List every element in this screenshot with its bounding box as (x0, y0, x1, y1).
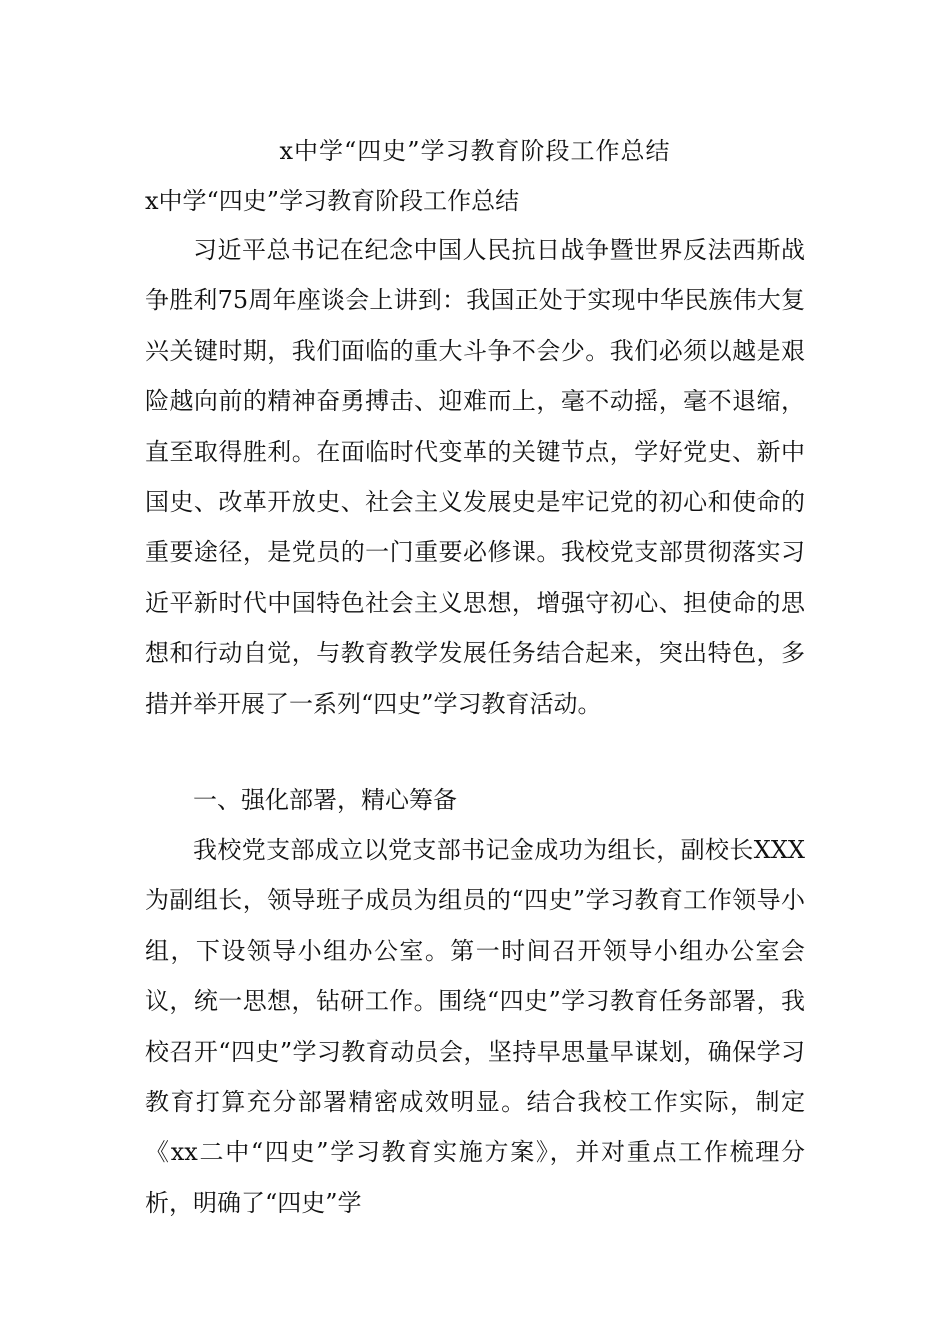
intro-paragraph: 习近平总书记在纪念中国人民抗日战争暨世界反法西斯战争胜利75周年座谈会上讲到：我国正处于实现中华民族伟大复兴关键时期，我们面临的重大斗争不会少。我们必须以越是艰险越向前的精神奋勇搏击、迎难而上，毫不动摇，毫不退缩，直至取得胜利。在面临时代变革的关键节点，学好党史、新中国史、改革开放史、社会主义发展史是牢记党的初心和使命的重要途径，是党员的一门重要必修课。我校党支部贯彻落实习近平新时代中国特色社会主义思想，增强守初心、担使命的思想和行动自觉，与教育教学发展任务结合起来，突出特色，多措并举开展了一系列“四史”学习教育活动。 (145, 236, 805, 718)
section-heading: 一、强化部署，精心筹备 (193, 786, 457, 814)
document-title: x中学“四史”学习教育阶段工作总结 (279, 137, 671, 165)
document-subtitle: x中学“四史”学习教育阶段工作总结 (145, 187, 520, 215)
section-paragraph: 我校党支部成立以党支部书记金成功为组长，副校长XXX为副组长，领导班子成员为组员的“四史”学习教育工作领导小组，下设领导小组办公室。第一时间召开领导小组办公室会议，统一思想，钻研工作。围绕“四史”学习教育任务部署，我校召开“四史”学习教育动员会，坚持早思量早谋划，确保学习教育打算充分部署精密成效明显。结合我校工作实际，制定《xx二中“四史”学习教育实施方案》，并对重点工作梳理分析，明确了“四史”学 (145, 836, 805, 1217)
